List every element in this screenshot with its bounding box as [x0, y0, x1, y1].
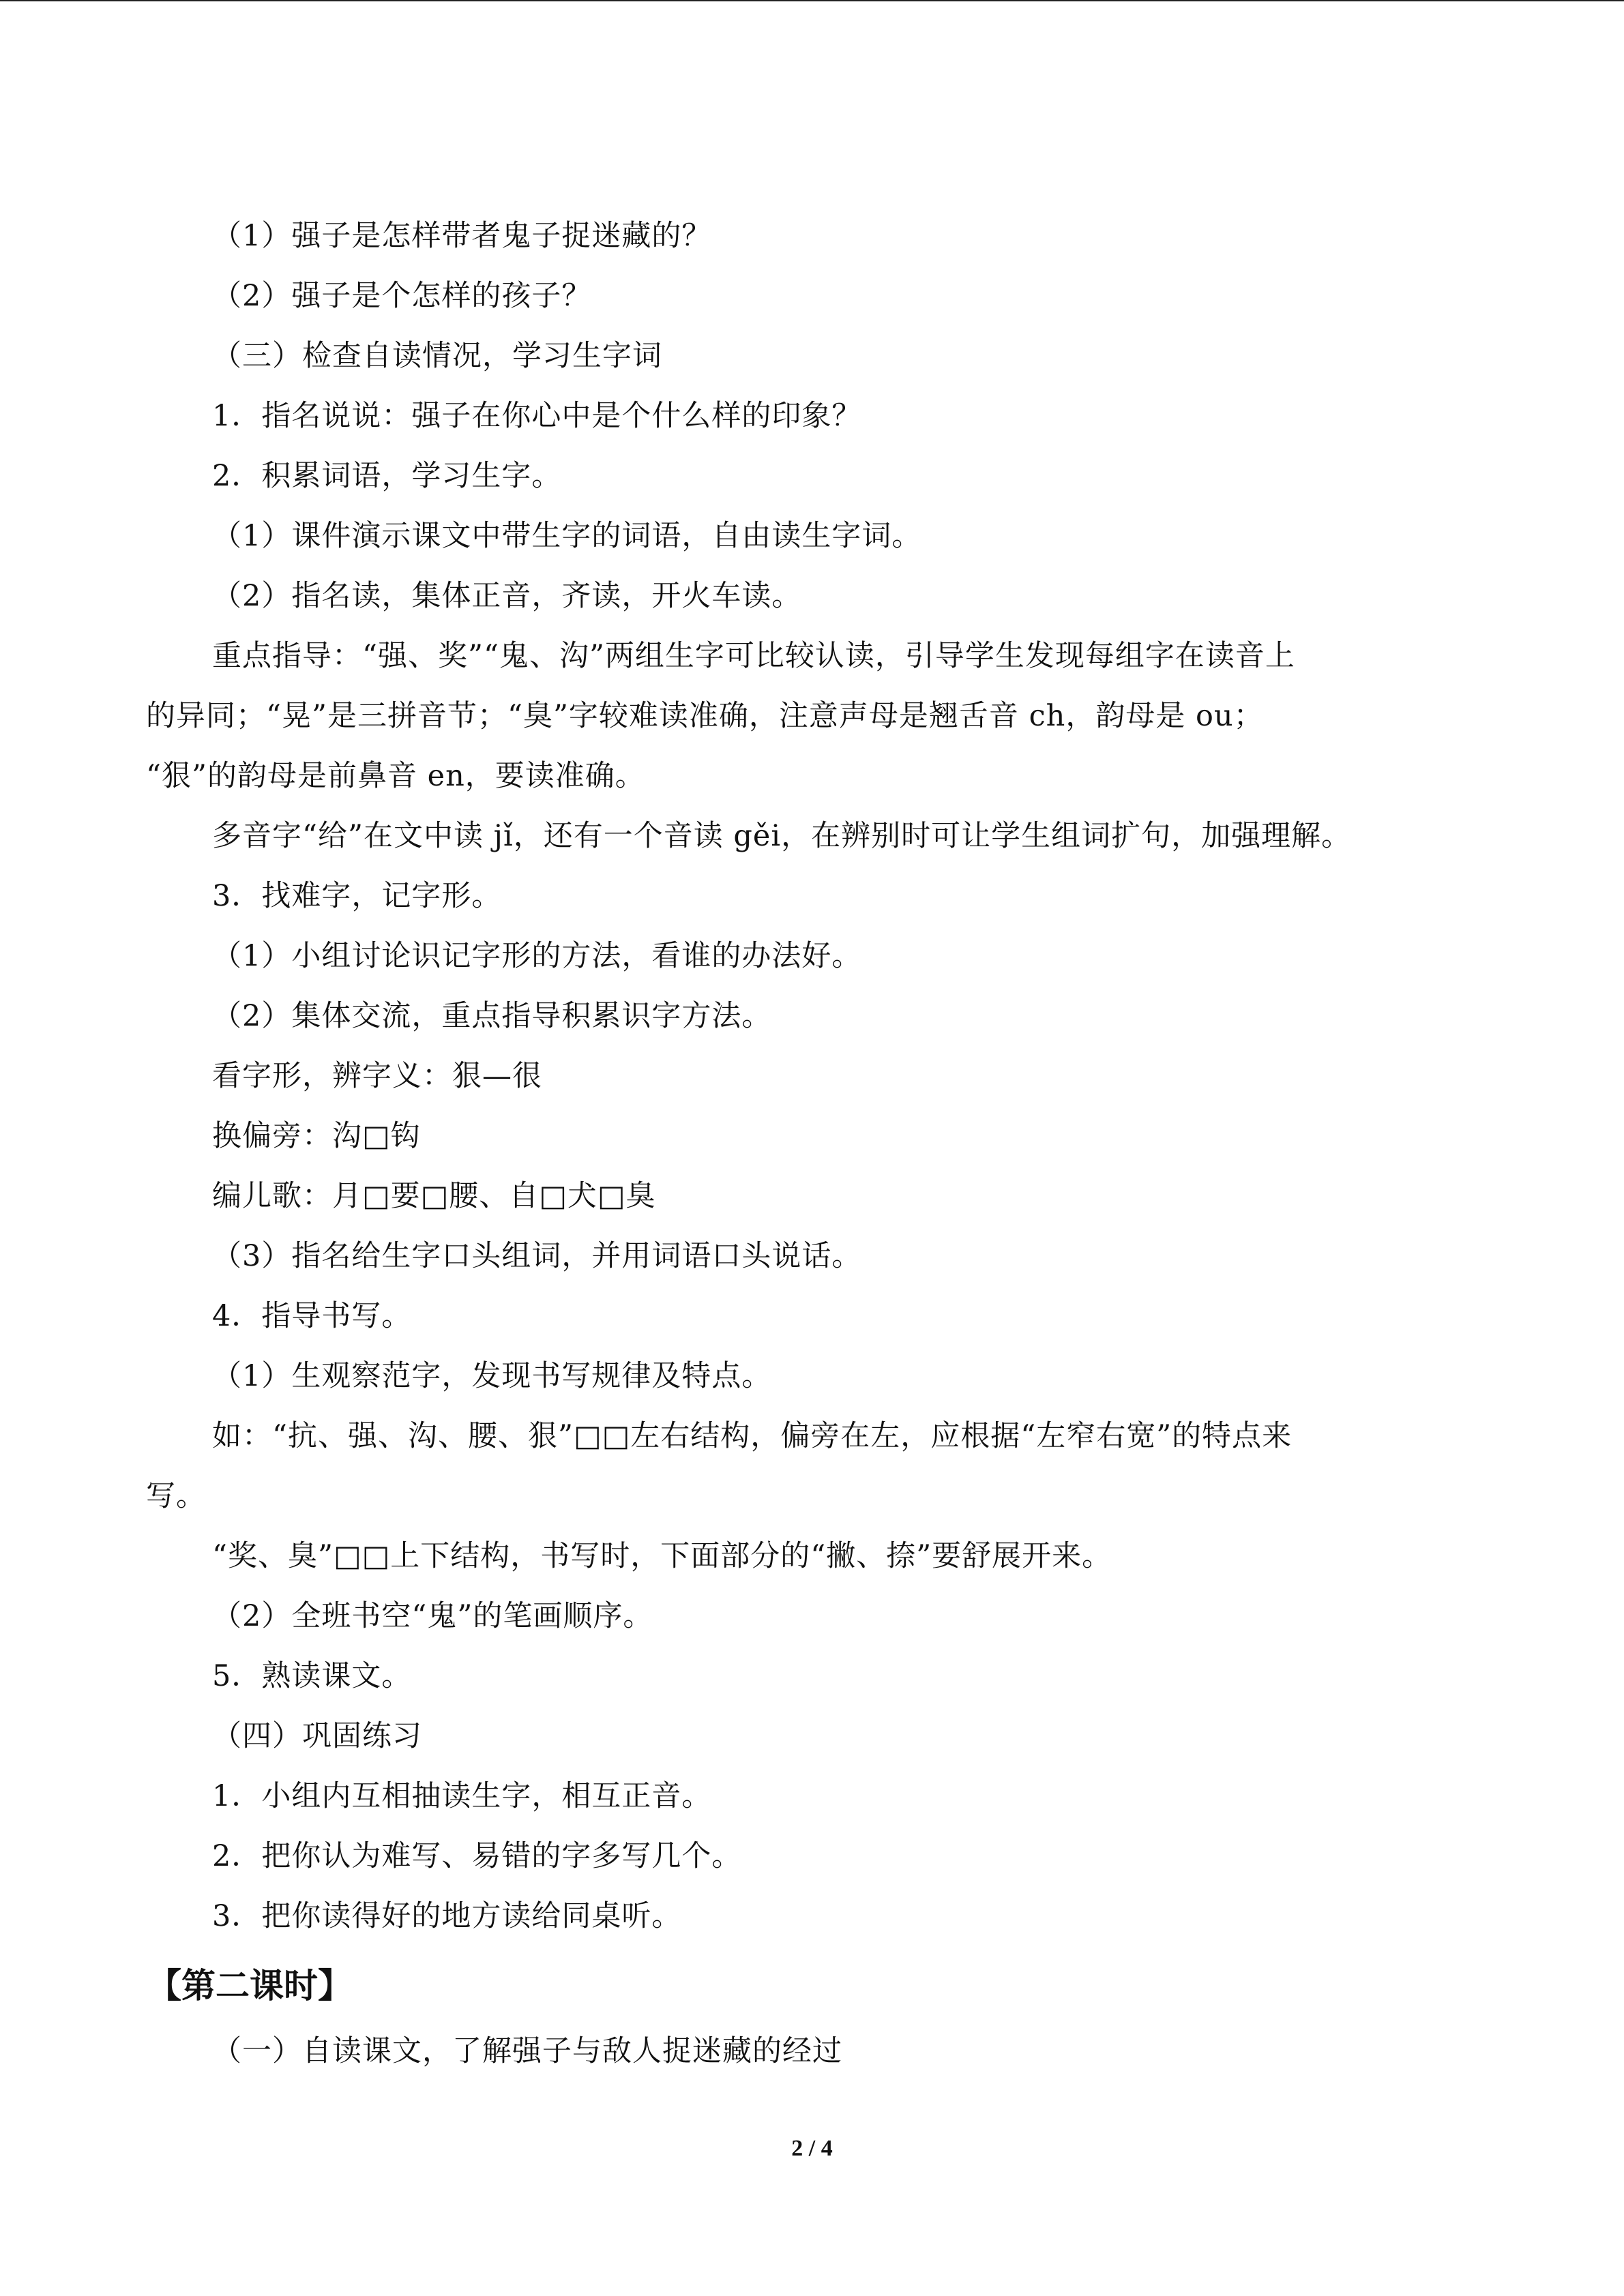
section-subheading: （四）巩固练习: [212, 1719, 422, 1753]
method-line: 看字形，辨字义：狠—很: [212, 1059, 542, 1093]
key-guidance-line: “狠”的韵母是前鼻音 en，要读准确。: [146, 759, 645, 793]
step-line: 4．指导书写。: [212, 1299, 412, 1333]
document-body: [146, 206, 1462, 2081]
structure-line: 如：“抗、强、沟、腰、狠”□□左右结构，偏旁在左，应根据“左窄右宽”的特点来: [212, 1419, 1293, 1453]
polyphone-line: 多音字“给”在文中读 jǐ，还有一个音读 gěi，在辨别时可让学生组词扩句，加强理解。: [212, 819, 1352, 853]
substep-line: （2）全班书空“鬼”的笔画顺序。: [212, 1599, 653, 1633]
step-line: 2．积累词语，学习生字。: [212, 459, 562, 493]
key-guidance-line: 重点指导：“强、奖”“鬼、沟”两组生字可比较认读，引导学生发现每组字在读音上: [212, 639, 1295, 673]
section-subheading: （三）检查自读情况，学习生字词: [212, 339, 662, 373]
method-line: 换偏旁：沟□钩: [212, 1119, 421, 1153]
substep-line: （1）生观察范字，发现书写规律及特点。: [212, 1359, 772, 1393]
step-line: 3．找难字，记字形。: [212, 879, 502, 913]
step-line: 2．把你认为难写、易错的字多写几个。: [212, 1839, 742, 1873]
key-guidance-line: 的异同；“晃”是三拼音节；“臭”字较难读准确，注意声母是翘舌音 ch，韵母是 ou；: [146, 699, 1264, 733]
substep-line: （3）指名给生字口头组词，并用词语口头说话。: [212, 1239, 862, 1273]
substep-line: （2）集体交流，重点指导积累识字方法。: [212, 999, 772, 1033]
step-line: 1．小组内互相抽读生字，相互正音。: [212, 1779, 712, 1813]
step-line: 5．熟读课文。: [212, 1659, 412, 1693]
question-line: （1）强子是怎样带者鬼子捉迷藏的？: [212, 219, 712, 253]
lesson-heading: 【第二课时】: [147, 1966, 352, 2006]
substep-line: （2）指名读，集体正音，齐读，开火车读。: [212, 579, 802, 613]
section-subheading: （一）自读课文，了解强子与敌人捉迷藏的经过: [212, 2034, 842, 2068]
structure-line: 写。: [146, 1479, 206, 1513]
method-line: 编儿歌：月□要□腰、自□犬□臭: [212, 1179, 656, 1213]
step-line: 3．把你读得好的地方读给同桌听。: [212, 1899, 682, 1933]
substep-line: （1）课件演示课文中带生字的词语，自由读生字词。: [212, 519, 922, 553]
question-line: （2）强子是个怎样的孩子？: [212, 279, 592, 313]
page-number: 2 / 4: [791, 2136, 833, 2161]
structure-line: “奖、臭”□□上下结构，书写时，下面部分的“撇、捺”要舒展开来。: [212, 1539, 1112, 1573]
substep-line: （1）小组讨论识记字形的方法，看谁的办法好。: [212, 939, 862, 973]
step-line: 1．指名说说：强子在你心中是个什么样的印象？: [212, 399, 862, 433]
